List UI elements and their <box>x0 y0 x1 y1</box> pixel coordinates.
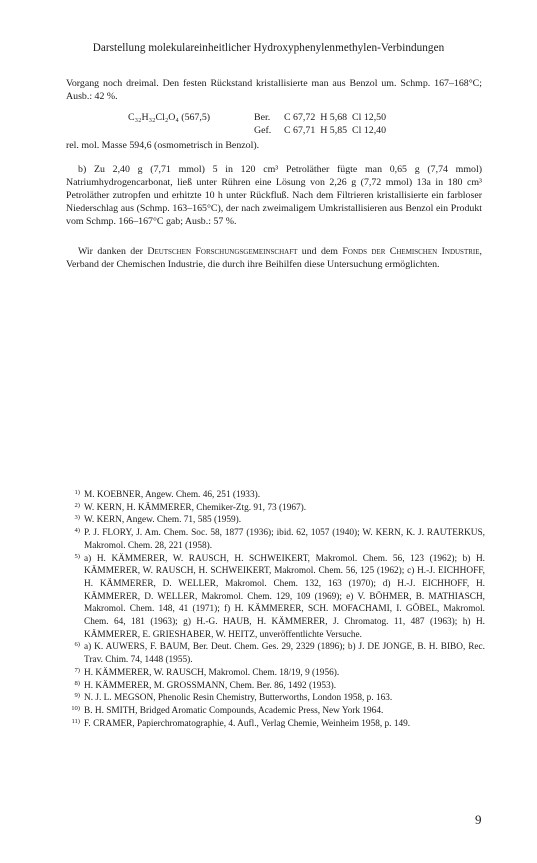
reference-text: H. KÄMMERER, W. RAUSCH, Makromol. Chem. 18/19, 9 (1956). <box>84 667 340 678</box>
acknowledgement-text: Wir danken der Deutschen Forschungsgemeinschaft und dem Fonds der Chemischen Industrie, Verband der Chemischen Industrie, die durch ihre Beihilfen diese Untersuchung ermöglichten. <box>66 246 482 271</box>
calculated-label: Ber. <box>254 112 271 123</box>
reference-number: 5) <box>74 552 80 560</box>
reference-number: 2) <box>74 501 80 509</box>
molar-mass-line <box>66 139 482 152</box>
reference-item <box>66 641 485 666</box>
reference-item <box>66 667 485 680</box>
reference-text: H. KÄMMERER, M. GROSSMANN, Chem. Ber. 86, 1492 (1953). <box>84 680 337 691</box>
reference-number: 8) <box>74 679 80 687</box>
elemental-analysis <box>128 111 386 137</box>
reference-number: 6) <box>74 641 80 649</box>
reference-number: 3) <box>74 514 80 522</box>
reference-text: P. J. FLORY, J. Am. Chem. Soc. 58, 1877 (1936); ibid. 62, 1057 (1940); W. KERN, K. J. RAUTERKUS, Makromol. Chem. 28, 221 (1958). <box>84 528 485 551</box>
molar-mass-text: rel. mol. Masse 594,6 (osmometrisch in Benzol). <box>66 140 260 151</box>
paragraph-continuation <box>66 77 482 103</box>
reference-text: a) H. KÄMMERER, W. RAUSCH, H. SCHWEIKERT, Makromol. Chem. 56, 123 (1962); b) H. KÄMMERER, W. RAUSCH, H. SCHWEIKERT, Makromol. Chem. 56, 125 (1962); c) H.-J. EICHHOFF, H. KÄMMERER, D. WELLER, Makromol. Chem. 132, 163 (1970); d) H.-J. EICHHOFF, H. KÄMMERER, D. WELLER, Makromol. Chem. 129, 109 (1969); e) V. BÖHMER, B. MATHIASCH, Makromol. Chem. 148, 41 (1971); f) H. KÄMMERER, SCH. MOFACHAMI, I. GÖBEL, Makromol. Chem. 64, 181 (1963); g) H.-G. HAUB, H. KÄMMERER, J. Chromatog. 11, 487 (1963); h) H. KÄMMERER, E. GRIESHABER, W. HEITZ, unveröffentlichte Versuche. <box>84 553 485 640</box>
reference-item <box>66 718 485 731</box>
fonds-name: Fonds der Chemischen Industrie <box>342 246 480 257</box>
reference-text: N. J. L. MEGSON, Phenolic Resin Chemistry, Butterworths, London 1958, p. 163. <box>84 693 393 704</box>
molecular-formula: C₃₂H₃₂Cl₂O₄ (567,5) <box>128 112 211 123</box>
found-label: Gef. <box>254 125 272 137</box>
found-values: C 67,71 H 5,85 Cl 12,40 <box>284 125 387 137</box>
page-number: 9 <box>475 812 482 827</box>
reference-item <box>66 680 485 693</box>
reference-item <box>66 502 485 515</box>
dfg-name: Deutschen Forschungsgemeinschaft <box>147 246 298 257</box>
reference-number: 10) <box>71 704 80 712</box>
reference-number: 7) <box>74 666 80 674</box>
reference-number: 11) <box>71 717 80 725</box>
reference-number: 1) <box>74 489 80 496</box>
paragraph-b-text: b) Zu 2,40 g (7,71 mmol) 5 in 120 cm³ Petroläther fügte man 0,65 g (7,74 mmol) Natriumhydrogencarbonat, ließ unter Rühren eine Lösung von 2,26 g (7,72 mmol) 13a in 180 cm³ Petroläther zutropfen und erhitzte 10 h unter Rückfluß. Nach dem Filtrieren kristallisierte ein farbloser Niederschlag aus (Schmp. 163–165°C), der nach zweimaligem Umkristallisieren aus Benzol ein Produkt vom Schmp. 166–167°C gab; Ausb.: 57 %. <box>66 164 482 228</box>
reference-text: W. KERN, H. KÄMMERER, Chemiker-Ztg. 91, 73 (1967). <box>84 502 307 513</box>
references-list <box>66 489 485 730</box>
reference-text: a) K. AUWERS, F. BAUM, Ber. Deut. Chem. Ges. 29, 2329 (1896); b) J. DE JONGE, B. H. BIBO, Rec. Trav. Chim. 74, 1448 (1955). <box>84 642 485 666</box>
reference-text: B. H. SMITH, Bridged Aromatic Compounds, Academic Press, New York 1964. <box>84 705 384 716</box>
reference-item <box>66 553 485 642</box>
calculated-values: C 67,72 H 5,68 Cl 12,50 <box>284 112 387 123</box>
analysis-found-row <box>128 124 386 137</box>
acknowledgement <box>66 245 482 271</box>
reference-text: M. KOEBNER, Angew. Chem. 46, 251 (1933). <box>84 490 261 500</box>
reference-item <box>66 527 485 552</box>
paragraph-text: Vorgang noch dreimal. Den festen Rückstand kristallisierte man aus Benzol um. Schmp. 167–168°C; Ausb.: 42 %. <box>66 78 482 103</box>
reference-number: 4) <box>74 527 80 535</box>
reference-number: 9) <box>74 692 80 700</box>
reference-item <box>66 705 485 718</box>
reference-item <box>66 489 485 502</box>
running-header: Darstellung molekulareinheitlicher Hydroxyphenylenmethylen-Verbindungen <box>92 42 445 54</box>
reference-text: F. CRAMER, Papierchromatographie, 4. Aufl., Verlag Chemie, Weinheim 1958, p. 149. <box>84 718 411 729</box>
paragraph-b <box>66 163 482 228</box>
reference-item <box>66 692 485 705</box>
reference-item <box>66 514 485 527</box>
analysis-calculated-row <box>128 111 386 124</box>
reference-text: W. KERN, Angew. Chem. 71, 585 (1959). <box>84 515 242 526</box>
